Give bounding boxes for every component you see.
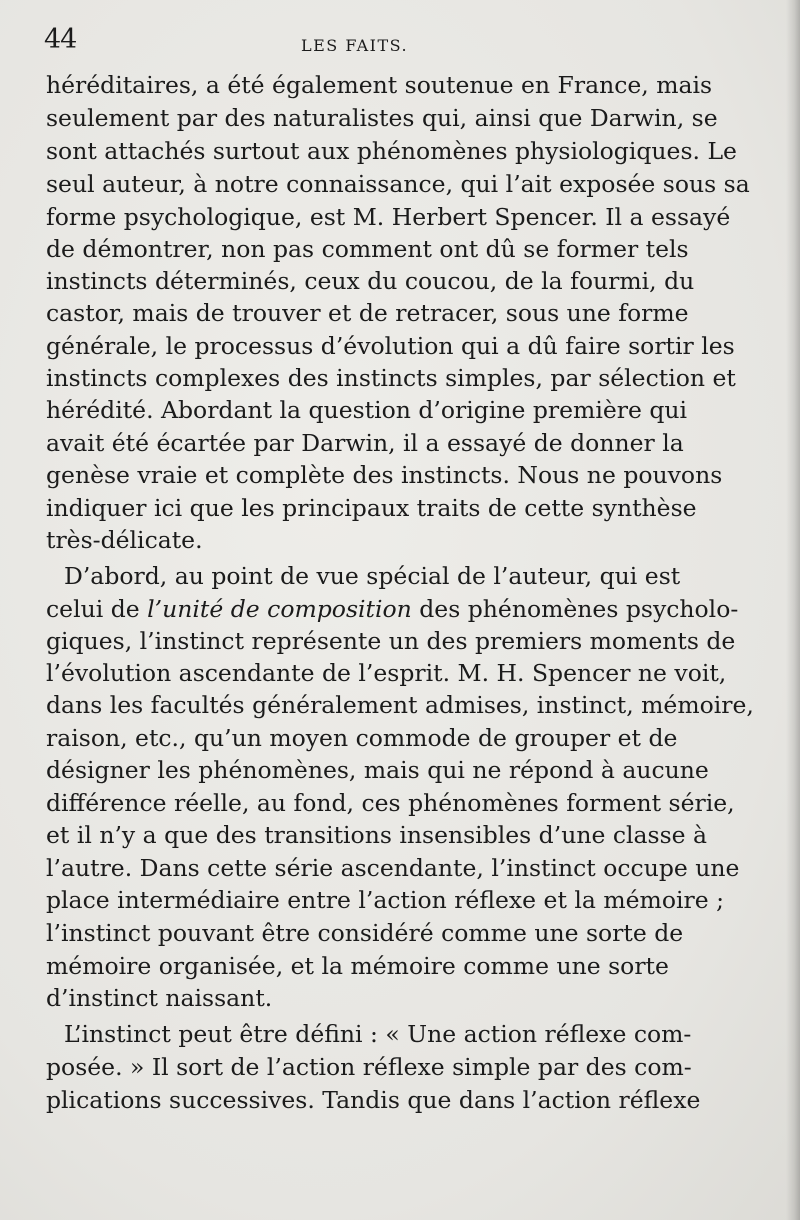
text-line: l’autre. Dans cette série ascendante, l’instinct occupe une: [46, 854, 740, 882]
text-line: L’instinct peut être défini : « Une action réflexe com-: [64, 1020, 692, 1048]
text-line: instincts complexes des instincts simples, par sélection et: [46, 364, 736, 392]
text-line: générale, le processus d’évolution qui a dû faire sortir les: [46, 332, 735, 360]
text-line: indiquer ici que les principaux traits de cette synthèse: [46, 494, 697, 522]
text-line: très-délicate.: [46, 526, 203, 554]
text-line: place intermédiaire entre l’action réflexe et la mémoire ;: [46, 886, 725, 914]
page-edge-shadow: [786, 0, 800, 1220]
text-line: genèse vraie et complète des instincts. Nous ne pouvons: [46, 461, 723, 489]
text-line: hérédité. Abordant la question d’origine première qui: [46, 396, 688, 424]
text-line: dans les facultés généralement admises, instinct, mémoire,: [46, 691, 754, 719]
text-line: sont attachés surtout aux phénomènes physiologiques. Le: [46, 137, 737, 165]
text-line: instincts déterminés, ceux du coucou, de la fourmi, du: [46, 267, 695, 295]
text-line: de démontrer, non pas comment ont dû se former tels: [46, 235, 689, 263]
text-span: celui de: [46, 595, 140, 623]
text-line: [46, 593, 739, 625]
running-head: LES FAITS.: [301, 36, 409, 55]
text-span: des phénomènes psycholo-: [419, 595, 739, 623]
page-number: 44: [44, 24, 77, 55]
text-line: l’évolution ascendante de l’esprit. M. H. Spencer ne voit,: [46, 659, 727, 687]
text-line: mémoire organisée, et la mémoire comme une sorte: [46, 952, 669, 980]
text-line: l’instinct pouvant être considéré comme une sorte de: [46, 919, 684, 947]
text-line: seulement par des naturalistes qui, ainsi que Darwin, se: [46, 104, 718, 132]
text-line: castor, mais de trouver et de retracer, sous une forme: [46, 299, 689, 327]
text-line: désigner les phénomènes, mais qui ne répond à aucune: [46, 756, 709, 784]
text-line: plications successives. Tandis que dans l’action réflexe: [46, 1086, 701, 1114]
text-line: raison, etc., qu’un moyen commode de grouper et de: [46, 724, 678, 752]
text-line: et il n’y a que des transitions insensibles d’une classe à: [46, 821, 708, 849]
text-line: giques, l’instinct représente un des premiers moments de: [46, 627, 736, 655]
text-line: posée. » Il sort de l’action réflexe simple par des com-: [46, 1053, 692, 1081]
text-line: avait été écartée par Darwin, il a essayé de donner la: [46, 429, 684, 457]
text-line: seul auteur, à notre connaissance, qui l’ait exposée sous sa: [46, 170, 750, 198]
text-line: héréditaires, a été également soutenue en France, mais: [46, 71, 713, 99]
text-line: d’instinct naissant.: [46, 984, 273, 1012]
text-line: D’abord, au point de vue spécial de l’auteur, qui est: [64, 562, 681, 590]
text-line: différence réelle, au fond, ces phénomènes forment série,: [46, 789, 735, 817]
italic-phrase: l’unité de composition: [147, 595, 412, 623]
text-line: forme psychologique, est M. Herbert Spencer. Il a essayé: [46, 203, 731, 231]
